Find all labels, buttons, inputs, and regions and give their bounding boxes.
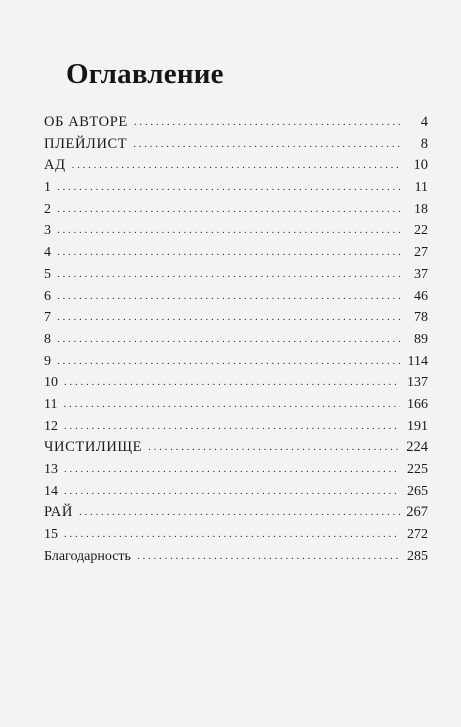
toc-entry-title: 6 [44, 288, 51, 304]
toc-entry [44, 437, 428, 459]
toc-entry [44, 112, 428, 134]
dot-leader [57, 199, 400, 221]
toc-entry-title: ЧИСТИЛИЩЕ [44, 439, 143, 456]
toc-entry-title: Благодарность [44, 548, 131, 564]
toc-entry-title: 10 [44, 375, 58, 391]
dot-leader [57, 329, 400, 351]
toc-entry [44, 134, 428, 156]
toc-entry-title: 2 [44, 201, 51, 217]
toc-entry-page-number: 18 [414, 201, 428, 217]
toc-entry-title: 5 [44, 266, 51, 282]
toc-entry-title: 1 [44, 180, 51, 196]
dot-leader [63, 394, 400, 416]
dot-leader [57, 264, 400, 286]
toc-entry-title: АД [44, 157, 66, 174]
dot-leader [57, 307, 400, 329]
table-of-contents [44, 112, 428, 567]
toc-entry-title: 4 [44, 245, 51, 261]
toc-entry-page-number: 4 [420, 114, 428, 130]
toc-entry [44, 351, 428, 373]
toc-entry-page-number: 89 [414, 331, 428, 347]
dot-leader [64, 459, 400, 481]
toc-entry-title: 14 [44, 483, 58, 499]
toc-entry [44, 199, 428, 221]
toc-entry [44, 416, 428, 438]
toc-entry-title: 8 [44, 331, 51, 347]
toc-entry [44, 394, 428, 416]
toc-entry [44, 220, 428, 242]
toc-entry-page-number: 224 [406, 439, 428, 456]
toc-entry-title: 7 [44, 310, 51, 326]
toc-entry [44, 372, 428, 394]
toc-entry-page-number: 46 [414, 288, 428, 304]
dot-leader [64, 372, 400, 394]
dot-leader [64, 481, 400, 503]
dot-leader [57, 177, 400, 199]
toc-entry-page-number: 267 [406, 504, 428, 521]
toc-entry-page-number: 191 [407, 418, 428, 434]
toc-entry [44, 502, 428, 524]
toc-entry-title: РАЙ [44, 504, 73, 521]
dot-leader [72, 155, 400, 177]
toc-entry-page-number: 225 [407, 462, 428, 477]
toc-entry-title: 9 [44, 353, 51, 369]
toc-entry-page-number: 11 [414, 180, 428, 196]
toc-entry-page-number: 37 [414, 266, 428, 282]
toc-entry-title: 12 [44, 418, 58, 434]
toc-entry-page-number: 78 [414, 310, 428, 326]
dot-leader [64, 416, 400, 438]
dot-leader [57, 286, 400, 308]
toc-entry [44, 524, 428, 546]
toc-entry-page-number: 22 [414, 223, 428, 239]
dot-leader [64, 524, 400, 546]
toc-entry [44, 307, 428, 329]
dot-leader [148, 437, 400, 459]
toc-entry-title: 11 [44, 396, 58, 412]
toc-entry [44, 264, 428, 286]
toc-entry-page-number: 265 [407, 483, 428, 499]
toc-entry-page-number: 285 [407, 548, 428, 564]
dot-leader [57, 351, 400, 373]
toc-entry [44, 459, 428, 481]
toc-entry-page-number: 166 [407, 396, 428, 412]
toc-entry-title: 3 [44, 223, 51, 239]
toc-entry-page-number: 114 [407, 353, 428, 369]
toc-entry [44, 546, 428, 568]
dot-leader [57, 242, 400, 264]
toc-entry [44, 286, 428, 308]
toc-entry-title: ПЛЕЙЛИСТ [44, 135, 128, 152]
toc-entry-title: 15 [44, 527, 58, 543]
toc-entry-page-number: 272 [407, 527, 428, 543]
toc-entry [44, 481, 428, 503]
toc-entry [44, 155, 428, 177]
dot-leader [79, 502, 400, 524]
toc-entry [44, 329, 428, 351]
toc-entry [44, 242, 428, 264]
toc-entry-page-number: 27 [414, 245, 428, 261]
page-title: Оглавление [66, 58, 224, 90]
toc-entry-page-number: 8 [420, 135, 428, 152]
dot-leader [57, 220, 400, 242]
dot-leader [137, 546, 400, 568]
toc-entry-page-number: 10 [413, 157, 428, 174]
dot-leader [133, 134, 400, 156]
toc-entry-title: 13 [44, 462, 58, 477]
toc-entry-page-number: 137 [407, 375, 428, 391]
toc-entry-title: ОБ АВТОРЕ [44, 114, 128, 130]
dot-leader [134, 112, 400, 134]
toc-entry [44, 177, 428, 199]
